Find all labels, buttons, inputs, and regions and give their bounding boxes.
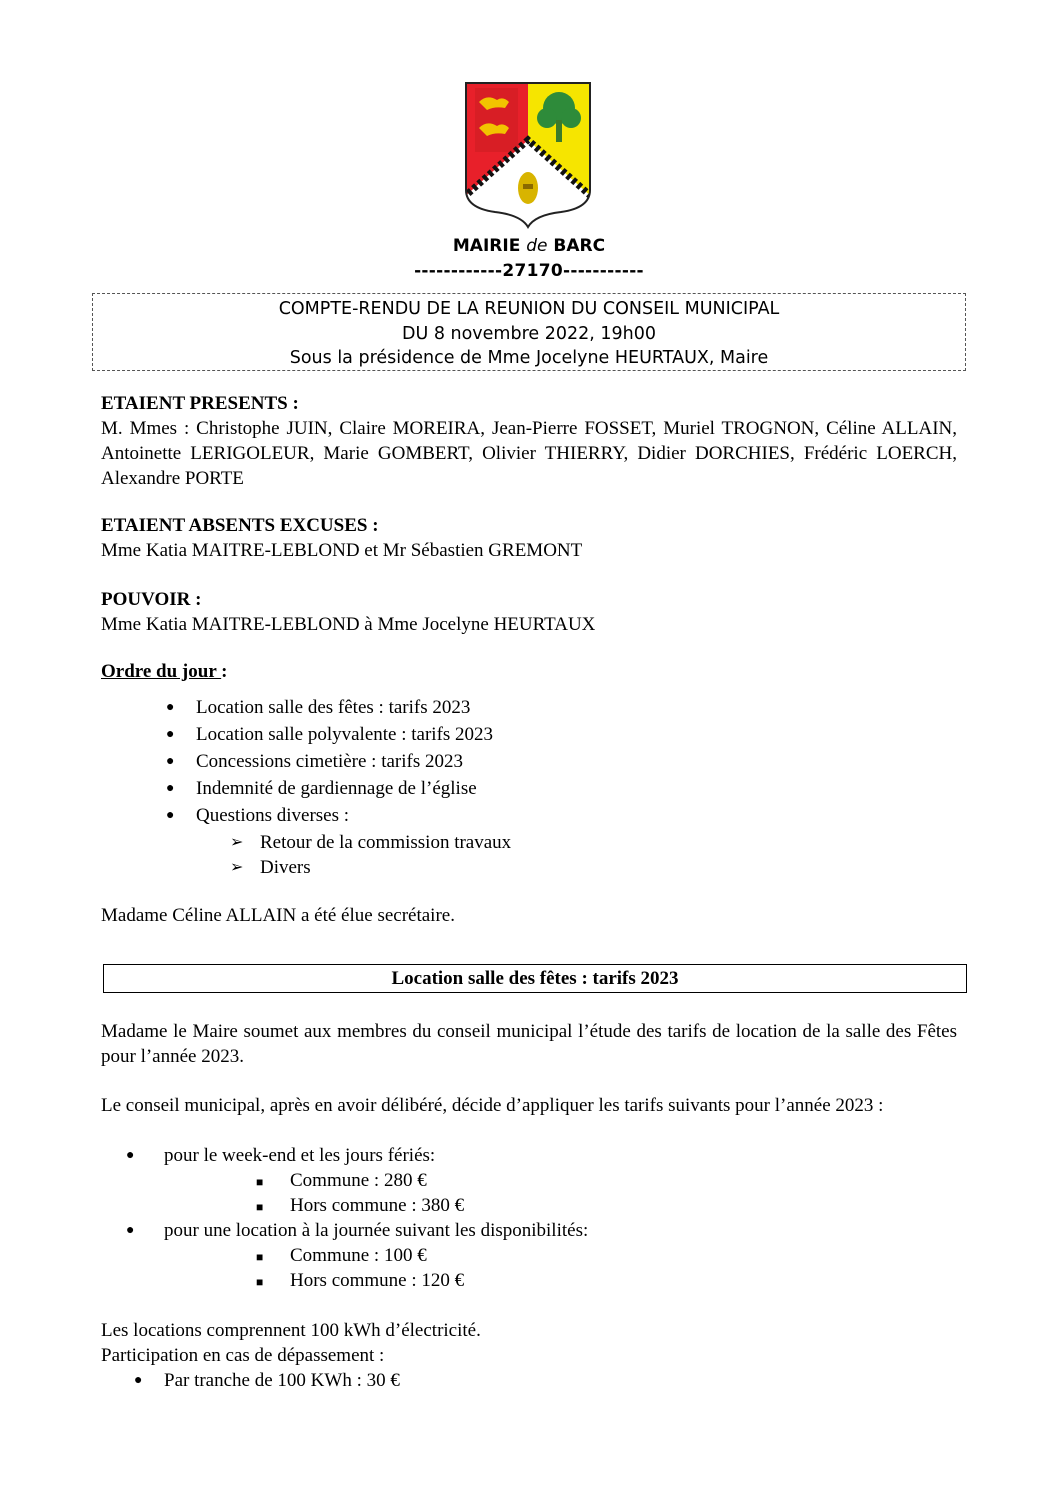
tariff-group-weekend: ● pour le week-end et les jours fériés: — [126, 1145, 436, 1166]
pouvoir-text: Mme Katia MAITRE-LEBLOND à Mme Jocelyne HEURTAUX — [101, 614, 596, 635]
tariff-item: ■ Hors commune : 380 € — [256, 1195, 465, 1216]
section-title: Location salle des fêtes : tarifs 2023 — [103, 964, 967, 993]
absents-heading: ETAIENT ABSENTS EXCUSES : — [101, 515, 379, 536]
overage-rate: ● Par tranche de 100 KWh : 30 € — [134, 1370, 400, 1391]
postcode-line: ------------27170----------- — [414, 261, 644, 281]
mairie-title: MAIRIE de BARC — [452, 236, 606, 256]
agenda-heading: Ordre du jour : — [101, 661, 228, 682]
report-header-box — [92, 293, 966, 371]
pouvoir-section — [101, 587, 957, 637]
overage-label: Participation en cas de dépassement : — [101, 1345, 385, 1366]
presents-section — [101, 391, 957, 491]
tariffs-list — [101, 1143, 957, 1293]
tariff-item: ■ Commune : 100 € — [256, 1245, 427, 1266]
pouvoir-heading: POUVOIR : — [101, 589, 202, 610]
absents-list: Mme Katia MAITRE-LEBLOND et Mr Sébastien GREMONT — [101, 540, 583, 561]
presents-heading: ETAIENT PRESENTS : — [101, 393, 299, 414]
agenda-subitem: ➢ Divers — [230, 857, 311, 878]
agenda-subitem: ➢ Retour de la commission travaux — [230, 832, 512, 853]
section-intro: Madame le Maire soumet aux membres du conseil municipal l’étude des tarifs de location de la salle des Fêtes pour l’année 2023. — [101, 1021, 957, 1067]
agenda-item: ● Concessions cimetière : tarifs 2023 — [166, 751, 463, 772]
report-date: DU 8 novembre 2022, 19h00 — [401, 323, 657, 344]
electricity-section — [101, 1318, 957, 1393]
absents-section — [101, 513, 957, 563]
agenda-item: ● Questions diverses : — [166, 805, 350, 826]
section-decision: Le conseil municipal, après en avoir délibéré, décide d’appliquer les tarifs suivants pour l’année 2023 : — [101, 1095, 884, 1116]
report-presidency: Sous la présidence de Mme Jocelyne HEURTAUX, Maire — [289, 348, 769, 368]
tariff-item: ■ Commune : 280 € — [256, 1170, 427, 1191]
agenda-item: ● Location salle polyvalente : tarifs 2023 — [166, 724, 494, 745]
report-title: COMPTE-RENDU DE LA REUNION DU CONSEIL MUNICIPAL — [278, 299, 780, 319]
presents-list: M. Mmes : Christophe JUIN, Claire MOREIRA, Jean-Pierre FOSSET, Muriel TROGNON, Céline ALLAIN, Antoinette LERIGOLEUR, Marie GOMBERT, Olivier THIERRY, Didier DORCHIES, Frédéric LOERCH, Alexandre PORTE — [101, 418, 957, 489]
agenda-section — [101, 659, 957, 880]
tariff-group-day: ● pour une location à la journée suivant les disponibilités: — [126, 1220, 589, 1241]
agenda-list — [101, 695, 957, 880]
agenda-item: ● Indemnité de gardiennage de l’église — [166, 778, 477, 799]
tariff-item: ■ Hors commune : 120 € — [256, 1270, 465, 1291]
electricity-included: Les locations comprennent 100 kWh d’électricité. — [101, 1320, 481, 1341]
agenda-item: ● Location salle des fêtes : tarifs 2023 — [166, 697, 471, 718]
secretary-note: Madame Céline ALLAIN a été élue secrétaire. — [101, 905, 455, 926]
coat-of-arms-logo — [463, 80, 593, 230]
